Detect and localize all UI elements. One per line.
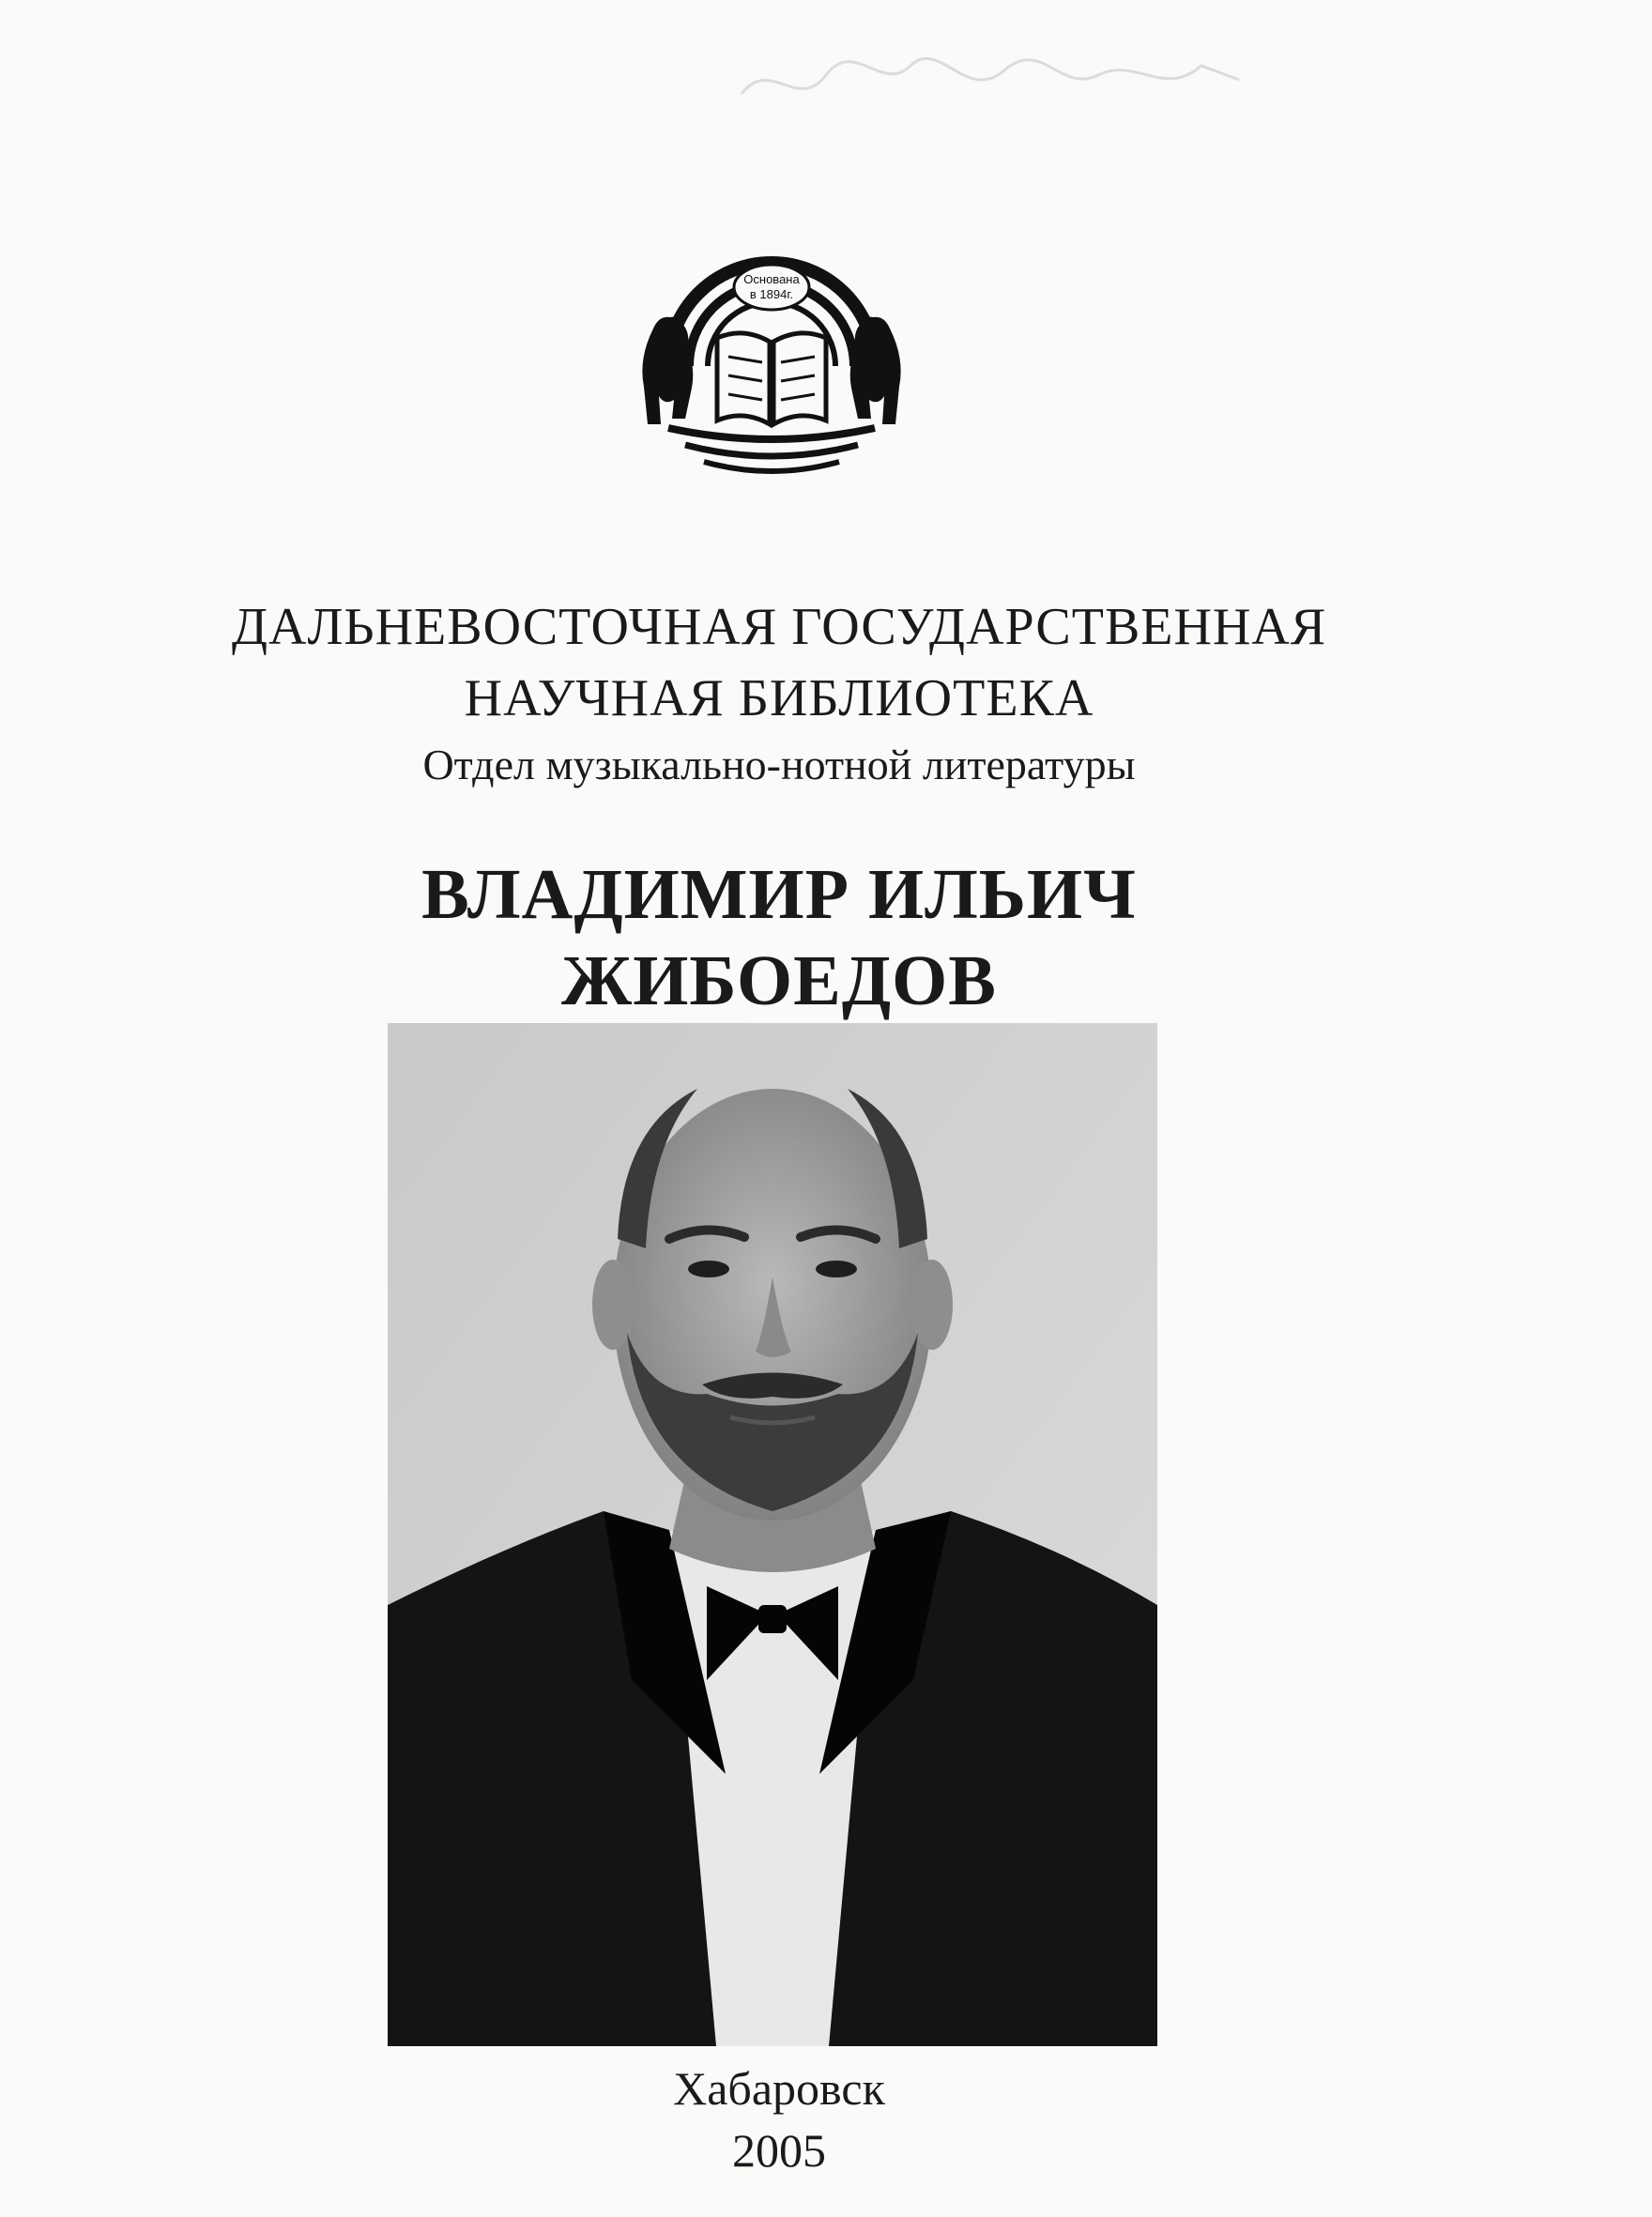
handwritten-note-icon [732,38,1258,122]
logo-text-line-2: в 1894г. [749,287,794,301]
publication-city: Хабаровск [673,2062,885,2115]
organization-title-line-2: НАУЧНАЯ БИБЛИОТЕКА [464,669,1094,727]
portrait-photo [388,1023,1157,2046]
department-title: Отдел музыкально-нотной литературы [422,741,1136,788]
library-emblem-icon [631,225,912,488]
person-name-line-1: ВЛАДИМИР ИЛЬИЧ [421,855,1137,934]
person-name-line-2: ЖИБОЕДОВ [561,941,997,1020]
logo-text-line-1: Основана [743,272,800,286]
publication-year: 2005 [732,2124,826,2177]
organization-title-line-1: ДАЛЬНЕВОСТОЧНАЯ ГОСУДАРСТВЕННАЯ [231,598,1327,656]
